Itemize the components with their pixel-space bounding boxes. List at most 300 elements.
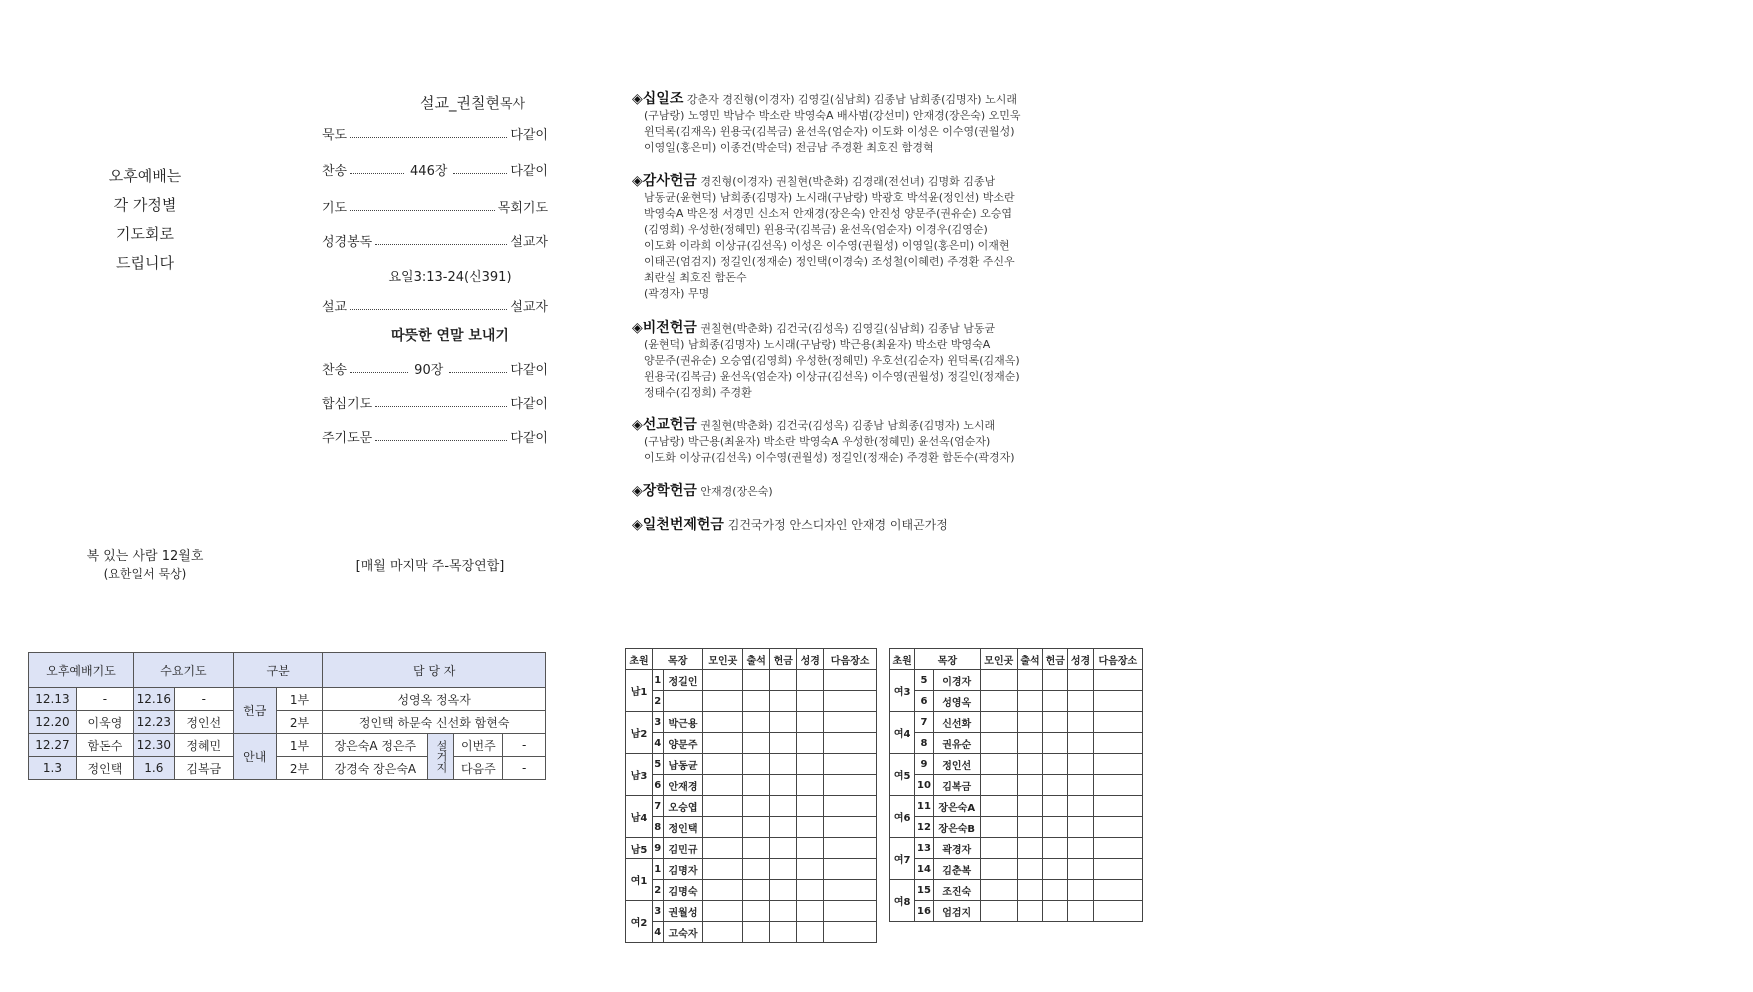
- service-row-label: 설교: [322, 300, 348, 315]
- offering-tithe: [632, 91, 1152, 156]
- attendance-cell[interactable]: [1017, 817, 1042, 838]
- attendance-name: 김명자: [663, 859, 703, 880]
- attendance-row: [626, 733, 877, 754]
- attendance-cell[interactable]: [1017, 712, 1042, 733]
- offering-line: 권칠현(박춘화) 김건국(김성옥) 김영길(심남희) 김종남 남동균: [700, 322, 996, 335]
- attendance-cell[interactable]: [743, 859, 770, 880]
- offering-head: ◈선교헌금: [632, 417, 697, 433]
- attendance-cell[interactable]: [824, 817, 877, 838]
- attendance-cell[interactable]: [703, 838, 743, 859]
- attendance-cell[interactable]: [703, 817, 743, 838]
- attendance-cell[interactable]: [743, 712, 770, 733]
- attendance-cell[interactable]: [770, 880, 797, 901]
- schedule-date: 12.23: [134, 711, 175, 734]
- attendance-cell[interactable]: [1043, 712, 1068, 733]
- schedule-person: 정인택: [76, 757, 133, 780]
- attendance-name: 정인택: [663, 817, 703, 838]
- attendance-row: [890, 859, 1143, 880]
- attendance-row: [626, 796, 877, 817]
- attendance-cell[interactable]: [1068, 838, 1093, 859]
- attendance-cell[interactable]: [980, 775, 1017, 796]
- attendance-cell[interactable]: [1093, 817, 1142, 838]
- attendance-cell[interactable]: [1093, 901, 1142, 922]
- offering-head: ◈십일조: [632, 91, 684, 107]
- attendance-cell[interactable]: [703, 670, 743, 691]
- attendance-cell[interactable]: [980, 796, 1017, 817]
- offering-line: 이도화 이상규(김선옥) 이수영(권월성) 정길인(정재순) 주경환 함돈수(곽경자): [644, 451, 1015, 464]
- attendance-row: [626, 754, 877, 775]
- attendance-cell[interactable]: [770, 712, 797, 733]
- attendance-cell[interactable]: [770, 754, 797, 775]
- attendance-number: 3: [653, 901, 664, 922]
- sermon-by-suffix: 목사: [499, 97, 526, 112]
- attendance-name: 장은숙B: [933, 817, 980, 838]
- attendance-number: 15: [915, 880, 934, 901]
- attendance-number: 6: [915, 691, 934, 712]
- attendance-cell[interactable]: [1043, 670, 1068, 691]
- offering-line: 이도화 이라희 이상규(김선옥) 이성은 이수영(권월성) 이영일(홍은미) 이재현: [644, 239, 1010, 252]
- schedule-category: 헌금: [233, 688, 276, 734]
- schedule-part: 2부: [276, 711, 323, 734]
- attendance-name: 오승엽: [663, 796, 703, 817]
- attendance-group: 남5: [626, 838, 653, 859]
- offering-mission: [632, 417, 1152, 466]
- schedule-person: 김복금: [174, 757, 233, 780]
- schedule-clean-week: 다음주: [454, 757, 503, 780]
- attendance-row: [890, 901, 1143, 922]
- attendance-cell[interactable]: [980, 712, 1017, 733]
- attendance-cell[interactable]: [1043, 691, 1068, 712]
- attendance-cell[interactable]: [703, 880, 743, 901]
- attendance-name: 김명숙: [663, 880, 703, 901]
- service-row-mid: 90장: [414, 363, 444, 378]
- schedule-person: 정혜민: [174, 734, 233, 757]
- attendance-cell[interactable]: [1093, 796, 1142, 817]
- attendance-cell[interactable]: [797, 754, 824, 775]
- attendance-name: 남동균: [663, 754, 703, 775]
- attendance-group: 남4: [626, 796, 653, 838]
- offering-head: ◈감사헌금: [632, 173, 697, 189]
- schedule-part: 1부: [276, 688, 323, 711]
- schedule-date: 12.30: [134, 734, 175, 757]
- attendance-name: 김민규: [663, 838, 703, 859]
- attendance-cell[interactable]: [1068, 733, 1093, 754]
- attendance-cell[interactable]: [703, 901, 743, 922]
- notice-line: 오후예배는: [108, 167, 182, 185]
- magazine-subtitle: (요한일서 묵상): [103, 567, 187, 581]
- attendance-cell[interactable]: [980, 817, 1017, 838]
- attendance-cell[interactable]: [1093, 880, 1142, 901]
- monthly-note: [매월 마지막 주-목장연합]: [355, 559, 505, 574]
- attendance-number: 9: [653, 838, 664, 859]
- schedule-clean-week: 이번주: [454, 734, 503, 757]
- attendance-cell[interactable]: [980, 859, 1017, 880]
- attendance-cell[interactable]: [770, 922, 797, 943]
- attendance-number: 7: [653, 796, 664, 817]
- attendance-name: [663, 691, 703, 712]
- attendance-row: [890, 754, 1143, 775]
- attendance-number: 9: [915, 754, 934, 775]
- schedule-clean-value: -: [503, 757, 546, 780]
- schedule-duty: 장은숙A 정은주: [323, 734, 428, 757]
- attendance-name: 조진숙: [933, 880, 980, 901]
- attendance-row: [626, 817, 877, 838]
- attendance-cell[interactable]: [1093, 754, 1142, 775]
- attendance-cell[interactable]: [703, 922, 743, 943]
- attendance-name: 고숙자: [663, 922, 703, 943]
- attendance-cell[interactable]: [797, 880, 824, 901]
- attendance-cell[interactable]: [770, 733, 797, 754]
- attendance-cell[interactable]: [980, 733, 1017, 754]
- attendance-header: 목장: [653, 649, 703, 670]
- service-row-label: 찬송: [322, 164, 348, 179]
- attendance-cell[interactable]: [824, 670, 877, 691]
- attendance-cell[interactable]: [743, 922, 770, 943]
- attendance-number: 11: [915, 796, 934, 817]
- offering-line: (곽경자) 무명: [644, 287, 710, 300]
- service-row-right: 목회기도: [497, 201, 548, 216]
- attendance-row: [890, 880, 1143, 901]
- schedule-date: 12.27: [29, 734, 77, 757]
- schedule-clean-label: 설거지: [428, 734, 454, 780]
- attendance-cell[interactable]: [980, 754, 1017, 775]
- attendance-header: 초원: [890, 649, 915, 670]
- attendance-cell[interactable]: [1068, 670, 1093, 691]
- attendance-cell[interactable]: [770, 796, 797, 817]
- service-row-prayer: [322, 197, 548, 216]
- attendance-cell[interactable]: [1068, 754, 1093, 775]
- attendance-name: 정길인: [663, 670, 703, 691]
- scripture-reference: 요일3:13-24(신391): [388, 270, 512, 285]
- attendance-header: 초원: [626, 649, 653, 670]
- schedule-person: 정인선: [174, 711, 233, 734]
- offering-head: ◈일천번제헌금: [632, 517, 724, 533]
- schedule-part: 2부: [276, 757, 323, 780]
- attendance-name: 안재경: [663, 775, 703, 796]
- service-row-right: 설교자: [510, 235, 548, 250]
- attendance-cell[interactable]: [824, 901, 877, 922]
- attendance-cell[interactable]: [770, 859, 797, 880]
- offering-line: (구남랑) 노영민 박남수 박소란 박영숙A 배사범(강선미) 안재경(장은숙) 오민욱: [644, 109, 1021, 122]
- attendance-cell[interactable]: [824, 796, 877, 817]
- attendance-cell[interactable]: [1017, 754, 1042, 775]
- attendance-cell[interactable]: [1017, 691, 1042, 712]
- attendance-cell[interactable]: [797, 859, 824, 880]
- offering-line: 박영숙A 박은정 서경민 신소저 안재경(장은숙) 안진성 양문주(권유순) 오승엽: [644, 207, 1012, 220]
- sermon-by: [420, 92, 525, 113]
- service-row-hymn-2: [322, 359, 548, 378]
- attendance-cell[interactable]: [1068, 901, 1093, 922]
- attendance-cell[interactable]: [1017, 733, 1042, 754]
- attendance-cell[interactable]: [797, 817, 824, 838]
- magazine-title: 복 있는 사람 12월호: [86, 549, 204, 564]
- attendance-cell[interactable]: [980, 691, 1017, 712]
- schedule-person: -: [174, 688, 233, 711]
- attendance-cell[interactable]: [797, 691, 824, 712]
- attendance-cell[interactable]: [743, 691, 770, 712]
- attendance-cell[interactable]: [703, 859, 743, 880]
- attendance-name: 김복금: [933, 775, 980, 796]
- attendance-cell[interactable]: [1068, 712, 1093, 733]
- attendance-cell[interactable]: [1068, 859, 1093, 880]
- schedule-person: -: [76, 688, 133, 711]
- attendance-cell[interactable]: [703, 775, 743, 796]
- offering-line: 안재경(장은숙): [700, 485, 773, 498]
- attendance-cell[interactable]: [1093, 775, 1142, 796]
- attendance-number: 7: [915, 712, 934, 733]
- offering-line: 양문주(권유순) 오승엽(김영희) 우성한(정혜민) 우호선(김순자) 윈덕록(김재옥): [644, 354, 1020, 367]
- attendance-cell[interactable]: [1093, 838, 1142, 859]
- attendance-cell[interactable]: [824, 712, 877, 733]
- offering-line: (김영희) 우성한(정혜민) 윈용국(김복금) 윤선옥(엄순자) 이경우(김영순): [644, 223, 988, 236]
- service-row-label: 성경봉독: [322, 235, 373, 250]
- schedule-category: 안내: [233, 734, 276, 780]
- attendance-cell[interactable]: [1068, 796, 1093, 817]
- offering-line: (윤현덕) 남희종(김명자) 노시래(구남랑) 박근용(최윤자) 박소란 박영숙A: [644, 338, 991, 351]
- attendance-cell[interactable]: [1043, 859, 1068, 880]
- attendance-cell[interactable]: [770, 691, 797, 712]
- offering-thousand: [632, 517, 1152, 533]
- attendance-cell[interactable]: [1068, 691, 1093, 712]
- attendance-cell[interactable]: [703, 796, 743, 817]
- attendance-group: 여1: [626, 859, 653, 901]
- attendance-number: 5: [915, 670, 934, 691]
- attendance-cell[interactable]: [770, 775, 797, 796]
- attendance-group: 여8: [890, 880, 915, 922]
- attendance-row: [626, 880, 877, 901]
- service-row-label: 기도: [322, 201, 348, 216]
- attendance-cell[interactable]: [743, 733, 770, 754]
- attendance-row: [626, 775, 877, 796]
- attendance-cell[interactable]: [980, 880, 1017, 901]
- attendance-cell[interactable]: [1093, 859, 1142, 880]
- attendance-row: [626, 838, 877, 859]
- attendance-cell[interactable]: [1093, 670, 1142, 691]
- attendance-cell[interactable]: [1093, 691, 1142, 712]
- attendance-cell[interactable]: [1043, 796, 1068, 817]
- attendance-cell[interactable]: [770, 817, 797, 838]
- attendance-row: [890, 775, 1143, 796]
- attendance-cell[interactable]: [1043, 880, 1068, 901]
- offering-line: 남동균(윤현덕) 남희종(김명자) 노시래(구남랑) 박광호 박석윤(정인선) 박소란: [644, 191, 1015, 204]
- attendance-cell[interactable]: [770, 838, 797, 859]
- service-row-right: 다같이: [510, 431, 548, 446]
- schedule-duty: 성영옥 정옥자: [323, 688, 546, 711]
- attendance-cell[interactable]: [824, 859, 877, 880]
- attendance-number: 4: [653, 733, 664, 754]
- service-row-right: 다같이: [510, 363, 549, 378]
- attendance-cell[interactable]: [743, 775, 770, 796]
- attendance-number: 13: [915, 838, 934, 859]
- attendance-name: 성영옥: [933, 691, 980, 712]
- attendance-cell[interactable]: [824, 838, 877, 859]
- schedule-header: 구분: [233, 653, 322, 688]
- attendance-cell[interactable]: [1043, 733, 1068, 754]
- attendance-cell[interactable]: [1043, 901, 1068, 922]
- attendance-cell[interactable]: [743, 838, 770, 859]
- offering-line: 정태수(김정희) 주경환: [644, 386, 752, 399]
- sermon-title: 따뜻한 연말 보내기: [391, 328, 509, 344]
- sermon-by-label: 설교_권칠현: [420, 94, 500, 112]
- attendance-cell[interactable]: [1017, 880, 1042, 901]
- attendance-cell[interactable]: [980, 670, 1017, 691]
- attendance-cell[interactable]: [1068, 880, 1093, 901]
- attendance-row: [890, 838, 1143, 859]
- offering-line: 경진형(이경자) 권칠현(박춘화) 김경래(전선녀) 김명화 김종남: [700, 175, 996, 188]
- attendance-row: [890, 817, 1143, 838]
- offering-scholarship: [632, 483, 1152, 500]
- service-row-label: 찬송: [322, 363, 348, 378]
- attendance-cell[interactable]: [797, 922, 824, 943]
- attendance-row: [890, 712, 1143, 733]
- attendance-cell[interactable]: [980, 901, 1017, 922]
- attendance-header: 출석: [743, 649, 770, 670]
- service-row-unison-prayer: [322, 393, 548, 412]
- attendance-cell[interactable]: [1043, 817, 1068, 838]
- attendance-cell[interactable]: [743, 754, 770, 775]
- attendance-name: 장은숙A: [933, 796, 980, 817]
- attendance-cell[interactable]: [743, 880, 770, 901]
- attendance-cell[interactable]: [743, 796, 770, 817]
- attendance-cell[interactable]: [703, 754, 743, 775]
- service-row-label: 주기도문: [322, 431, 373, 446]
- attendance-cell[interactable]: [1043, 838, 1068, 859]
- attendance-name: 권월성: [663, 901, 703, 922]
- attendance-group: 남2: [626, 712, 653, 754]
- attendance-header: 모인곳: [703, 649, 743, 670]
- attendance-header: 출석: [1017, 649, 1042, 670]
- attendance-cell[interactable]: [1093, 712, 1142, 733]
- attendance-cell[interactable]: [703, 691, 743, 712]
- service-row-mid: 446장: [410, 164, 448, 179]
- attendance-cell[interactable]: [743, 670, 770, 691]
- service-row-right: 다같이: [510, 397, 548, 412]
- attendance-row: [626, 691, 877, 712]
- offering-line: (구남랑) 박근용(최윤자) 박소란 박영숙A 우성한(정혜민) 윤선옥(엄순자): [644, 435, 991, 448]
- attendance-name: 양문주: [663, 733, 703, 754]
- notice-line: 드립니다: [116, 254, 174, 272]
- attendance-cell[interactable]: [797, 712, 824, 733]
- attendance-name: 이경자: [933, 670, 980, 691]
- duty-schedule-table: [28, 652, 546, 780]
- attendance-name: 엄검지: [933, 901, 980, 922]
- attendance-cell[interactable]: [797, 901, 824, 922]
- schedule-date: 1.3: [29, 757, 77, 780]
- attendance-number: 5: [653, 754, 664, 775]
- offering-vision: [632, 320, 1152, 401]
- attendance-cell[interactable]: [703, 733, 743, 754]
- service-row-scripture-reading: [322, 231, 548, 250]
- attendance-number: 16: [915, 901, 934, 922]
- attendance-group: 여2: [626, 901, 653, 943]
- service-row-right: 다같이: [510, 164, 548, 179]
- offering-line: 윈용국(김복금) 윤선옥(엄순자) 이상규(김선옥) 이수영(권월성) 정길인(정재순): [644, 370, 1020, 383]
- attendance-group: 여5: [890, 754, 915, 796]
- notice-line: 기도회로: [116, 225, 174, 243]
- attendance-cell[interactable]: [824, 922, 877, 943]
- attendance-cell[interactable]: [797, 670, 824, 691]
- attendance-cell[interactable]: [824, 880, 877, 901]
- attendance-header: 헌금: [1043, 649, 1068, 670]
- attendance-number: 8: [915, 733, 934, 754]
- attendance-number: 1: [653, 859, 664, 880]
- service-row-label: 합심기도: [322, 397, 373, 412]
- attendance-row: [890, 733, 1143, 754]
- attendance-cell[interactable]: [1017, 670, 1042, 691]
- attendance-cell[interactable]: [1043, 754, 1068, 775]
- attendance-row: [890, 691, 1143, 712]
- attendance-cell[interactable]: [980, 838, 1017, 859]
- attendance-cell[interactable]: [797, 733, 824, 754]
- attendance-cell[interactable]: [1017, 775, 1042, 796]
- schedule-duty: 정인택 하문숙 신선화 함현숙: [323, 711, 546, 734]
- offering-line: 윈덕록(김재옥) 윈용국(김복금) 윤선옥(엄순자) 이도화 이성은 이수영(권월성): [644, 125, 1015, 138]
- attendance-number: 2: [653, 691, 664, 712]
- attendance-cell[interactable]: [824, 775, 877, 796]
- attendance-cell[interactable]: [1017, 838, 1042, 859]
- attendance-header: 모인곳: [980, 649, 1017, 670]
- service-row-hymn-1: [322, 160, 548, 179]
- attendance-cell[interactable]: [1093, 733, 1142, 754]
- service-row-right: 설교자: [510, 300, 548, 315]
- attendance-cell[interactable]: [797, 838, 824, 859]
- service-row-label: 묵도: [322, 128, 348, 143]
- attendance-header: 성경: [1068, 649, 1093, 670]
- attendance-cell[interactable]: [770, 670, 797, 691]
- attendance-cell[interactable]: [824, 691, 877, 712]
- attendance-number: 8: [653, 817, 664, 838]
- attendance-name: 김춘복: [933, 859, 980, 880]
- attendance-cell[interactable]: [770, 901, 797, 922]
- attendance-cell[interactable]: [1068, 775, 1093, 796]
- attendance-cell[interactable]: [824, 754, 877, 775]
- attendance-cell[interactable]: [743, 901, 770, 922]
- attendance-header: 목장: [915, 649, 980, 670]
- attendance-cell[interactable]: [1017, 901, 1042, 922]
- afternoon-notice: [90, 162, 200, 278]
- attendance-cell[interactable]: [703, 712, 743, 733]
- attendance-cell[interactable]: [1043, 775, 1068, 796]
- attendance-cell[interactable]: [1017, 859, 1042, 880]
- schedule-header: 수요기도: [134, 653, 234, 688]
- attendance-row: [626, 670, 877, 691]
- attendance-cell[interactable]: [1017, 796, 1042, 817]
- attendance-table-left: [625, 648, 877, 943]
- offering-line: 이영일(홍은미) 이종건(박순덕) 전금남 주경환 최호진 함경혁: [644, 141, 934, 154]
- attendance-name: 권유순: [933, 733, 980, 754]
- attendance-cell[interactable]: [797, 775, 824, 796]
- offering-head: ◈비전헌금: [632, 320, 697, 336]
- attendance-cell[interactable]: [743, 817, 770, 838]
- attendance-group: 여6: [890, 796, 915, 838]
- schedule-date: 12.16: [134, 688, 175, 711]
- notice-line: 각 가정별: [113, 196, 177, 214]
- attendance-name: 정인선: [933, 754, 980, 775]
- schedule-person: 이욱영: [76, 711, 133, 734]
- schedule-date: 12.13: [29, 688, 77, 711]
- attendance-cell[interactable]: [824, 733, 877, 754]
- attendance-table-right: [889, 648, 1143, 922]
- attendance-row: [626, 901, 877, 922]
- attendance-cell[interactable]: [1068, 817, 1093, 838]
- schedule-date: 12.20: [29, 711, 77, 734]
- attendance-number: 3: [653, 712, 664, 733]
- attendance-number: 1: [653, 670, 664, 691]
- service-row-sermon: [322, 296, 548, 315]
- attendance-name: 곽경자: [933, 838, 980, 859]
- attendance-header: 다음장소: [1093, 649, 1142, 670]
- attendance-cell[interactable]: [797, 796, 824, 817]
